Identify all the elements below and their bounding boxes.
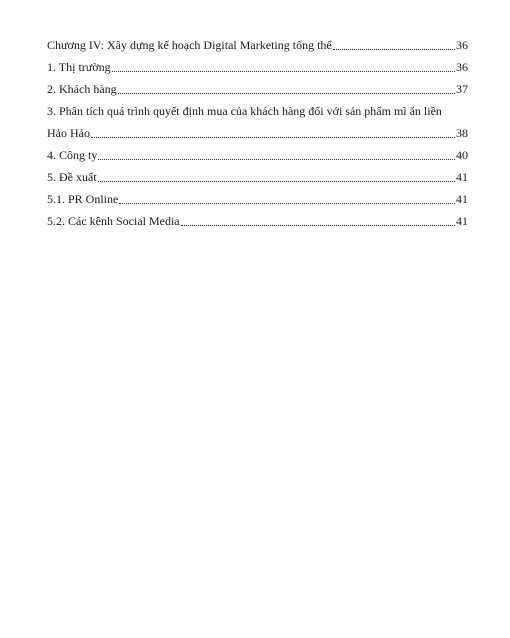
toc-entry-title: Hảo Hảo <box>47 126 90 140</box>
toc-dot-leader <box>112 56 455 78</box>
toc-entry-title: 5.1. PR Online <box>47 192 119 206</box>
toc-entry-page: 36 <box>456 60 468 74</box>
toc-entry-page: 36 <box>456 38 468 52</box>
toc-entry-title: 5. Đề xuất <box>47 170 97 184</box>
toc-entry-page: 41 <box>456 170 468 184</box>
toc-entry-title: 4. Công ty <box>47 148 98 162</box>
toc-entry-phan-tich-continued[interactable] <box>47 122 468 144</box>
toc-entry-phan-tich[interactable] <box>47 100 468 122</box>
toc-entry-page: 38 <box>456 126 468 140</box>
toc-entry-title: 3. Phân tích quá trình quyết định mua của khách hàng đối với sản phẩm mì ăn liền <box>47 104 442 118</box>
toc-entry-title: 2. Khách hàng <box>47 82 117 96</box>
toc-entry-thi-truong[interactable] <box>47 56 468 78</box>
toc-entry-page: 41 <box>456 214 468 228</box>
toc-dot-leader <box>181 210 455 232</box>
toc-dot-leader <box>333 34 455 56</box>
table-of-contents <box>47 34 468 232</box>
toc-entry-de-xuat[interactable] <box>47 166 468 188</box>
toc-dot-leader <box>98 144 455 166</box>
toc-entry-page: 40 <box>456 148 468 162</box>
toc-entry-title: 5.2. Các kênh Social Media <box>47 214 180 228</box>
toc-entry-pr-online[interactable] <box>47 188 468 210</box>
toc-entry-cong-ty[interactable] <box>47 144 468 166</box>
toc-dot-leader <box>91 122 455 144</box>
toc-entry-social-media[interactable] <box>47 210 468 232</box>
toc-dot-leader <box>98 166 455 188</box>
toc-entry-page: 37 <box>456 82 468 96</box>
toc-entry-chapter-4[interactable] <box>47 34 468 56</box>
toc-entry-title: 1. Thị trường <box>47 60 111 74</box>
toc-entry-title: Chương IV: Xây dựng kế hoạch Digital Marketing tổng thể <box>47 38 332 52</box>
toc-dot-leader <box>119 188 455 210</box>
toc-entry-khach-hang[interactable] <box>47 78 468 100</box>
toc-entry-page: 41 <box>456 192 468 206</box>
toc-dot-leader <box>118 78 455 100</box>
